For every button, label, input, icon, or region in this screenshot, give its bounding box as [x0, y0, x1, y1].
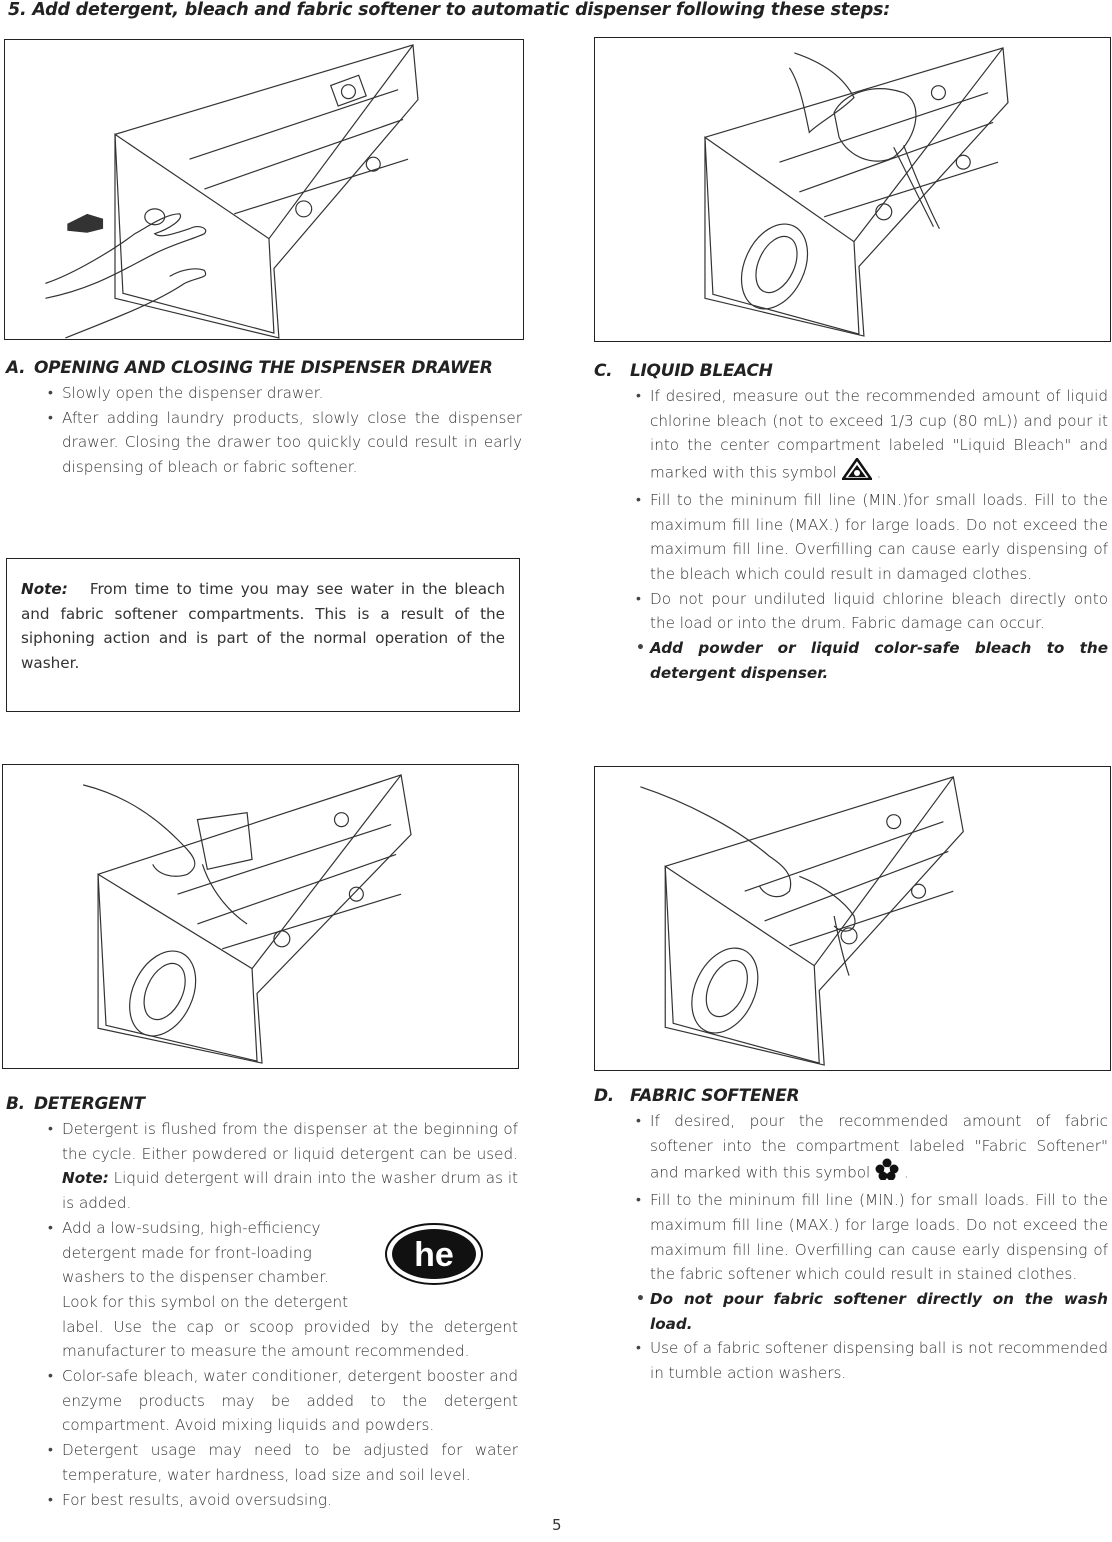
section-a-bullet: • After adding laundry products, slowly close the dispenser drawer. Closing the drawer too quickly could result in early dispensing of bleach or fabric softener.: [62, 406, 522, 480]
section-d-bullet: • Do not pour fabric softener directly on the wash load.: [650, 1287, 1108, 1336]
figure-liquid-bleach: [594, 37, 1111, 342]
section-b-bullet2-line: Add a low-sudsing, high-efficiency: [62, 1218, 321, 1237]
section-b-inline-note: Note:: [62, 1169, 109, 1188]
figure-fabric-softener: [594, 766, 1111, 1071]
section-d-bullet-end: .: [903, 1163, 909, 1182]
section-a-heading: OPENING AND CLOSING THE DISPENSER DRAWER: [34, 358, 493, 378]
section-c-bullet-end: .: [876, 463, 882, 482]
fabric-softener-flower-icon: [875, 1158, 899, 1188]
softener-illustration: [595, 767, 1110, 1070]
section-d-heading: FABRIC SOFTENER: [630, 1086, 800, 1106]
section-b-bullet: • Detergent usage may need to be adjusted for water temperature, water hardness, load size and soil level.: [62, 1438, 518, 1487]
section-d-title: [594, 1086, 799, 1106]
he-logo-text: • he: [414, 1235, 454, 1274]
section-d-letter: D.: [594, 1086, 614, 1106]
section-b-heading: DETERGENT: [34, 1094, 145, 1114]
he-logo-icon: [384, 1222, 484, 1294]
page-number: 5: [552, 1516, 562, 1534]
note-box: [6, 558, 520, 712]
section-b-bullet1-text: Detergent is flushed from the dispenser at the beginning of the cycle. Either powdered or liquid detergent can be used.: [62, 1120, 518, 1163]
section-b-bullet1-post: Liquid detergent will drain into the washer drum as it is added.: [62, 1169, 518, 1213]
section-d-list: [650, 1109, 1108, 1386]
page-heading: 5. Add detergent, bleach and fabric softener to automatic dispenser following these steps:: [8, 0, 891, 20]
bleach-illustration: [595, 38, 1110, 341]
section-b-bullet2-rest: label. Use the cap or scoop provided by the detergent manufacturer to measure the amount recommended.: [62, 1317, 518, 1361]
section-c-heading: LIQUID BLEACH: [630, 361, 773, 381]
note-label: Note:: [21, 580, 68, 598]
section-a-title: [6, 358, 493, 378]
figure-open-drawer: [4, 39, 524, 340]
section-c-list: [650, 384, 1108, 685]
note-text: From time to time you may see water in the bleach and fabric softener compartments. This is a result of the siphoning action and is part of the normal operation of the washer.: [21, 580, 505, 673]
section-a-bullet: • Slowly open the dispenser drawer.: [62, 381, 522, 406]
section-a-letter: A.: [6, 358, 26, 378]
section-c-title: [594, 361, 773, 381]
section-c-bullet: • Do not pour undiluted liquid chlorine bleach directly onto the load or into the drum. Fabric damage can occur.: [650, 587, 1108, 636]
section-d-bullet: [650, 1109, 1108, 1188]
section-c-bullet: [650, 384, 1108, 488]
section-c-bullet: • Fill to the mininum fill line (MIN.)for small loads. Fill to the maximum fill line (MAX.) for large loads. Do not exceed the maximum fill line. Overfilling can cause early dispensing of the bleach which could result in damaged clothes.: [650, 488, 1108, 587]
section-b-bullet2-line: Look for this symbol on the detergent: [62, 1292, 349, 1311]
section-b-bullet: • For best results, avoid oversudsing.: [62, 1488, 518, 1513]
section-a-list: [62, 381, 522, 480]
section-b-list: [62, 1117, 518, 1512]
drawer-illustration: [5, 40, 523, 339]
section-d-bullet: • Use of a fabric softener dispensing ball is not recommended in tumble action washers.: [650, 1336, 1108, 1385]
section-b-bullet: [62, 1117, 518, 1216]
section-b-bullet2-line: washers to the dispenser chamber.: [62, 1268, 329, 1287]
liquid-bleach-symbol-icon: [842, 458, 872, 488]
section-b-bullet: • Color-safe bleach, water conditioner, detergent booster and enzyme products may be added to the detergent compartment. Avoid mixing liquids and powders.: [62, 1364, 518, 1438]
section-c-bullet: • Add powder or liquid color-safe bleach to the detergent dispenser.: [650, 636, 1108, 685]
section-c-letter: C.: [594, 361, 613, 381]
detergent-illustration: [3, 765, 518, 1068]
section-d-bullet-text: If desired, pour the recommended amount of fabric softener into the compartment labeled "Fabric Softener" and marked with this symbol: [650, 1112, 1108, 1182]
section-c-bullet-text: If desired, measure out the recommended amount of liquid chlorine bleach (not to exceed 1/3 cup (80 mL)) and pour it into the center compartment labeled "Liquid Bleach" and marked with this symbol: [650, 387, 1108, 482]
section-d-bullet: • Fill to the mininum fill line (MIN.) for small loads. Fill to the maximum fill line (MAX.) for large loads. Do not exceed the maximum fill line. Overfilling can cause early dispensing of the fabric softener which could result in stained clothes.: [650, 1188, 1108, 1287]
section-b-bullet2-line: detergent made for front-loading: [62, 1243, 312, 1262]
section-b-letter: B.: [6, 1094, 25, 1114]
section-b-title: [6, 1094, 145, 1114]
section-b-bullet: [62, 1216, 518, 1364]
figure-detergent: [2, 764, 519, 1069]
